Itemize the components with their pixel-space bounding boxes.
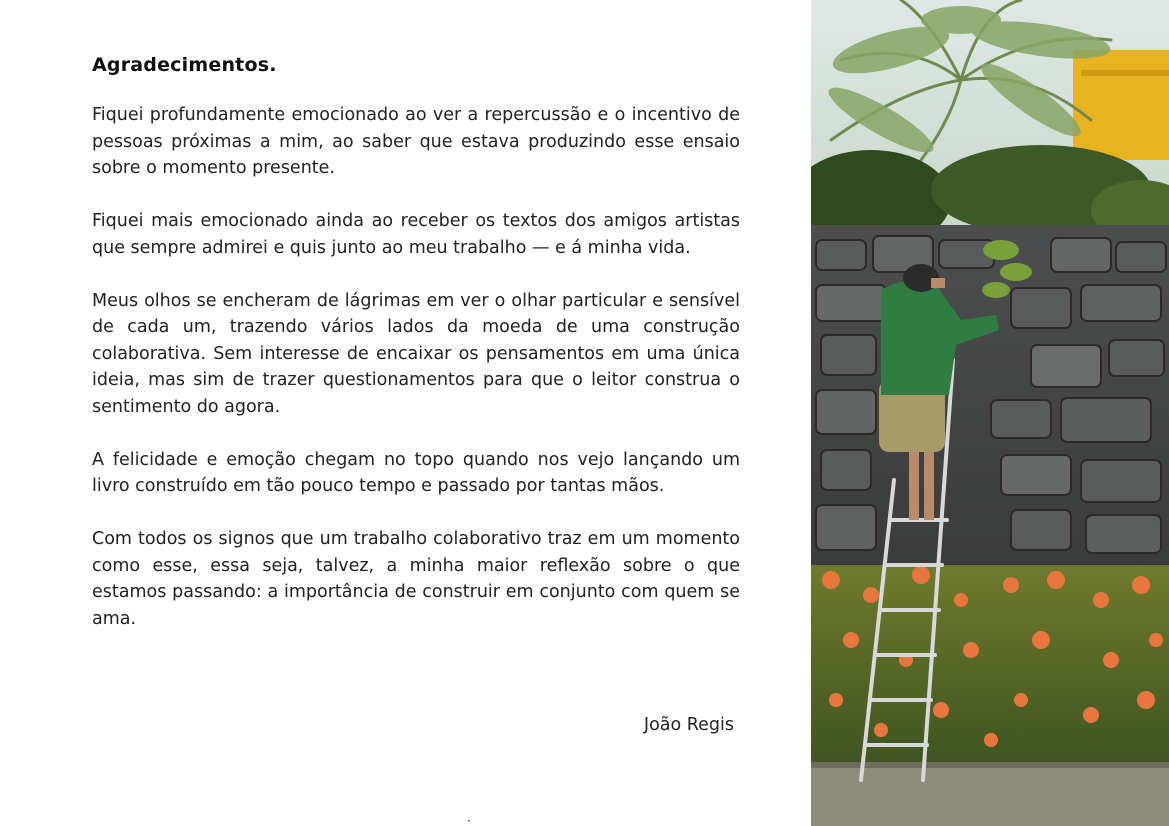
paragraph-2: Fiquei mais emocionado ainda ao receber os textos dos amigos artistas que sempre admirei e quis junto ao meu trabalho — e á minha vida. bbox=[92, 211, 740, 258]
page-heading: Agradecimentos. bbox=[92, 54, 277, 76]
page-mark bbox=[468, 820, 470, 822]
paragraph-4: A felicidade e emoção chegam no topo quando nos vejo lançando um livro construído em tão pouco tempo e passado por tantas mãos. bbox=[92, 449, 740, 496]
paragraph-3: Meus olhos se encheram de lágrimas em ver o olhar particular e sensível de cada um, trazendo vários lados da moeda de uma construção colaborativa. Sem interesse de encaixar os pensamentos em uma única ideia, mas sim de trazer questionamentos para que o leitor construa o sentimento do agora. bbox=[92, 290, 740, 417]
text-column bbox=[92, 54, 740, 659]
paragraph-1: Fiquei profundamente emocionado ao ver a repercussão e o incentivo de pessoas próximas a mim, ao saber que estava produzindo esse ensaio sobre o momento presente. bbox=[92, 105, 740, 178]
paragraph-5: Com todos os signos que um trabalho colaborativo traz em um momento como esse, essa seja, talvez, a minha maior reflexão sobre o que estamos passando: a importância de construir em conjunto com quem se ama. bbox=[92, 529, 740, 629]
author-signature: João Regis bbox=[643, 715, 734, 735]
photo-man-on-ladder bbox=[811, 0, 1169, 826]
